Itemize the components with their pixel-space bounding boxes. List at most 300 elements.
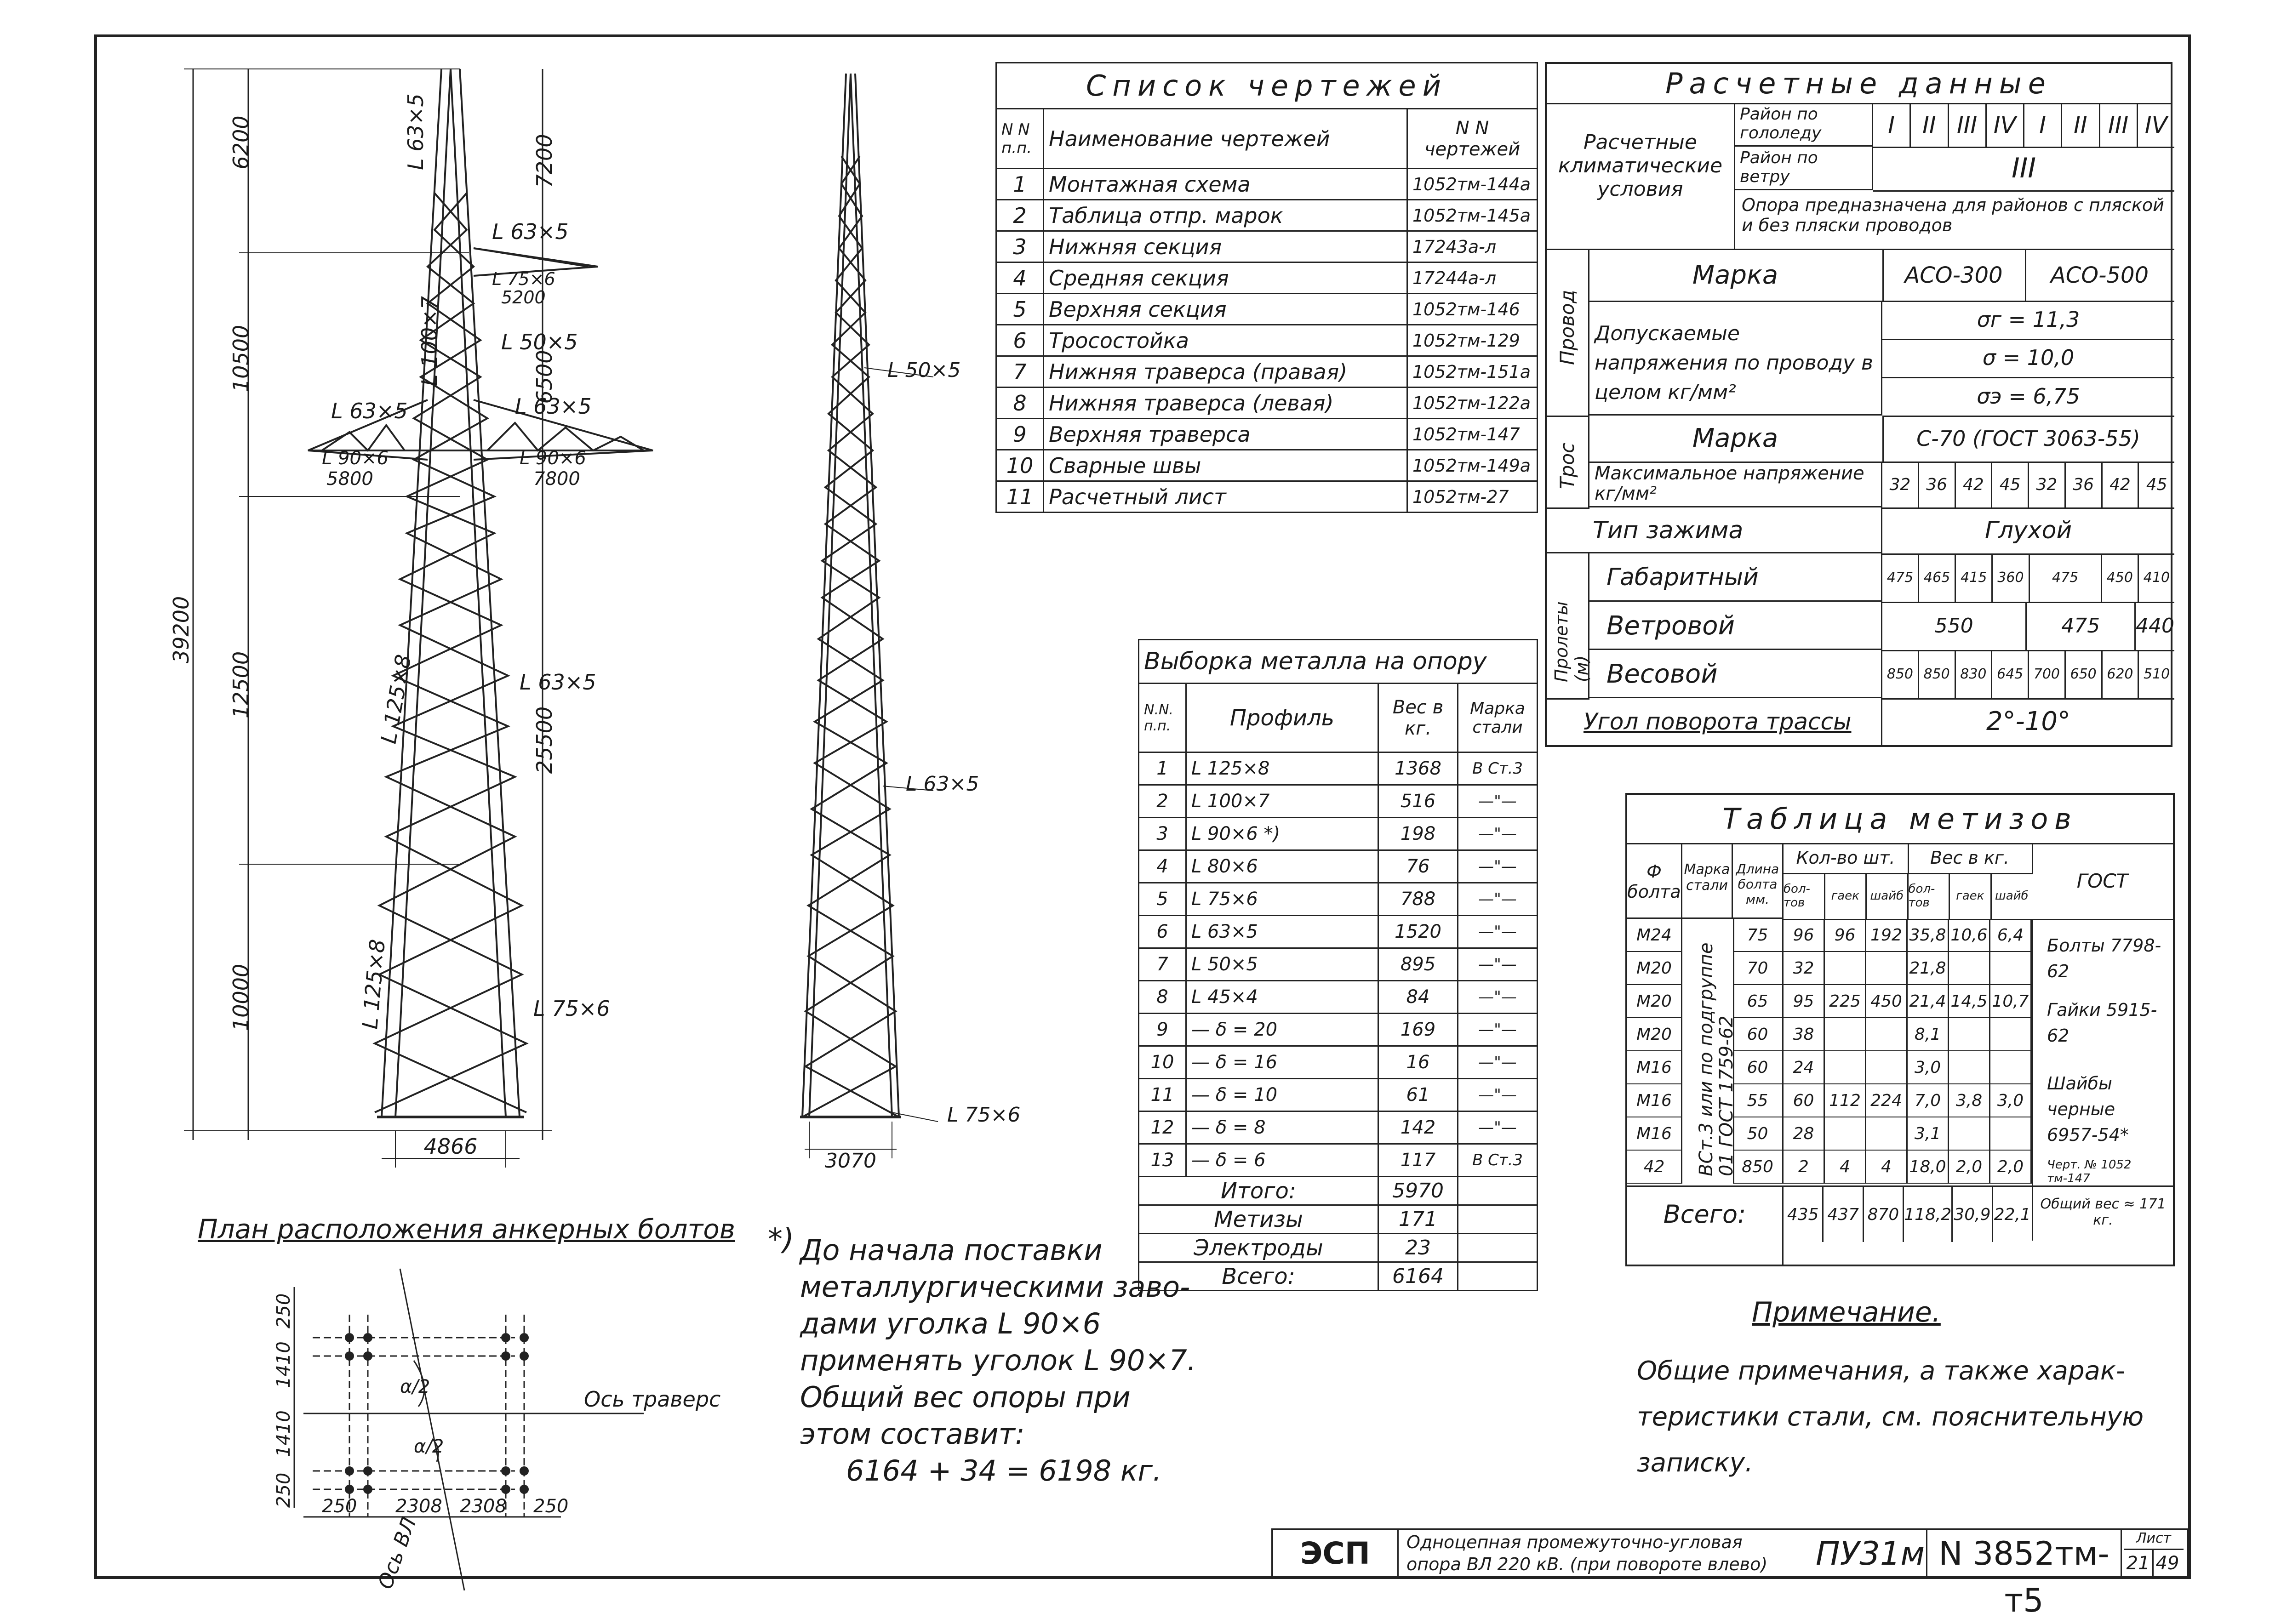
- metal-row: [1139, 981, 1538, 1014]
- drawing-name: Нижняя секция: [1044, 231, 1407, 262]
- fastener-cell: 14,5: [1949, 985, 1990, 1018]
- drawings-list-table: [995, 62, 1538, 513]
- side-member-label: L 50×5: [887, 359, 961, 382]
- metal-summary-value: 5970: [1378, 1177, 1458, 1205]
- metal-row: [1139, 916, 1538, 948]
- metal-row-steel: —"—: [1458, 1046, 1538, 1079]
- ice-region-value: I: [2024, 103, 2062, 147]
- metal-summary-empty: [1458, 1205, 1538, 1234]
- drawing-name: Монтажная схема: [1044, 169, 1407, 200]
- span-weight-value: 850: [1919, 650, 1956, 698]
- metal-row-steel: —"—: [1458, 818, 1538, 850]
- member-label: L 63×5: [331, 399, 408, 423]
- metal-row-steel: —"—: [1458, 981, 1538, 1014]
- fastener-cell: [1866, 952, 1908, 985]
- ice-region-value: IV: [2144, 111, 2167, 138]
- remark-line-1: Общие примечания, а также харак-: [1637, 1356, 2125, 1386]
- drawing-row: [996, 419, 1538, 450]
- drawing-no: 10: [996, 450, 1044, 481]
- fastener-cell: [1825, 1018, 1866, 1051]
- metal-summary-row: [1139, 1177, 1538, 1205]
- dim-6200: 6200: [229, 115, 253, 170]
- fastener-cell: 75: [1733, 919, 1784, 952]
- span-weight-value: 645: [1992, 650, 2029, 698]
- fastener-cell: 6,4: [1990, 919, 2032, 952]
- clamp-type-value: Глухой: [1882, 507, 2174, 555]
- drawing-name: Нижняя траверса (правая): [1044, 356, 1407, 387]
- footnote-line: 6164 + 34 = 6198 кг.: [846, 1454, 1162, 1487]
- fastener-cell: 2,0: [1949, 1151, 1990, 1184]
- fastener-cell: 21,4: [1908, 985, 1949, 1018]
- stamp-description-2: опора ВЛ 220 кВ. (при повороте влево): [1406, 1554, 1768, 1574]
- fasteners-total-value: 437: [1824, 1187, 1864, 1242]
- footnote-line: этом составит:: [800, 1417, 1025, 1451]
- fasteners-total-note: Общий вес ≈ 171 кг.: [2032, 1185, 2173, 1241]
- metal-row-profile: L 80×6: [1186, 850, 1378, 883]
- fastener-cell: 10,7: [1990, 985, 2032, 1018]
- metal-row-profile: L 63×5: [1186, 916, 1378, 948]
- fastener-cell: 850: [1733, 1151, 1784, 1184]
- drawing-number: 1052тм-147: [1407, 419, 1538, 450]
- span-gabarit-value: 475: [1882, 553, 1919, 602]
- fastener-cell: [1990, 1117, 2032, 1151]
- metal-row-steel: —"—: [1458, 850, 1538, 883]
- metal-row-weight: 788: [1378, 883, 1458, 916]
- drawing-row: [996, 356, 1538, 387]
- metal-row: [1139, 1144, 1538, 1177]
- metal-row-weight: 1520: [1378, 916, 1458, 948]
- metal-selection-table: [1138, 639, 1538, 1291]
- metal-row-no: 7: [1139, 948, 1186, 981]
- fasteners-title: Таблица метизов: [1627, 795, 2173, 844]
- drawing-row: [996, 200, 1538, 231]
- metal-row-no: 4: [1139, 850, 1186, 883]
- fastener-cell: [1990, 952, 2032, 985]
- traverse-axis-label: Ось траверс: [584, 1387, 721, 1412]
- fasteners-steel-note: ВСт.3 или по подгруппе 01 ГОСТ 1759-62: [1696, 942, 1737, 1176]
- metal-row-steel: —"—: [1458, 948, 1538, 981]
- drawing-row: [996, 262, 1538, 294]
- metal-row-steel: —"—: [1458, 916, 1538, 948]
- metal-row: [1139, 818, 1538, 850]
- fastener-row: [1627, 1084, 2032, 1117]
- fastener-cell: 50: [1733, 1117, 1784, 1151]
- climate-label: Расчетные климатические условия: [1547, 103, 1735, 250]
- cable-group-label: Трос: [1556, 442, 1578, 489]
- metal-header-profile: Профиль: [1186, 684, 1378, 752]
- fastener-cell: [1949, 1117, 1990, 1151]
- fastener-cell: 60: [1733, 1051, 1784, 1084]
- fastener-cell: 60: [1733, 1018, 1784, 1051]
- stamp-org: ЭСП: [1273, 1530, 1399, 1577]
- spans-group-cell: [1547, 553, 1592, 700]
- metal-row-profile: — δ = 10: [1186, 1079, 1378, 1111]
- fastener-cell: 4: [1866, 1151, 1908, 1184]
- metal-row: [1139, 1111, 1538, 1144]
- footnote-mark: *): [768, 1223, 794, 1257]
- fastener-cell: [1866, 1117, 1908, 1151]
- span-gabarit-value: 410: [2143, 570, 2170, 586]
- span-wind-label: Ветровой: [1588, 602, 1882, 650]
- fasteners-subheader: бол-тов: [1784, 873, 1825, 919]
- fastener-cell: М20: [1627, 985, 1682, 1018]
- fastener-row: [1627, 952, 2032, 985]
- drawing-row: [996, 169, 1538, 200]
- ice-region-value: IV: [1987, 103, 2024, 147]
- metal-row: [1139, 948, 1538, 981]
- fasteners-gost-note: Черт. № 1052 тм-147: [2047, 1158, 2132, 1185]
- fastener-cell: 96: [1784, 919, 1825, 952]
- metal-row-steel: —"—: [1458, 1111, 1538, 1144]
- metal-row-no: 5: [1139, 883, 1186, 916]
- fastener-cell: [1866, 1018, 1908, 1051]
- metal-row-weight: 198: [1378, 818, 1458, 850]
- span-gabarit-label: Габаритный: [1588, 553, 1882, 602]
- dim-25500: 25500: [532, 706, 557, 774]
- dim-12500: 12500: [229, 651, 253, 719]
- anchor-plan-title: План расположения анкерных болтов: [198, 1214, 735, 1245]
- wire-group-label: Провод: [1556, 290, 1578, 365]
- drawing-row: [996, 481, 1538, 513]
- dim-h: 250: [533, 1496, 569, 1517]
- drawing-no: 8: [996, 387, 1044, 419]
- span-weight-value: 700: [2029, 650, 2066, 698]
- fastener-cell: 112: [1825, 1084, 1866, 1117]
- metal-row-no: 10: [1139, 1046, 1186, 1079]
- fastener-cell: М16: [1627, 1117, 1682, 1151]
- fastener-cell: [1990, 1051, 2032, 1084]
- fastener-cell: 450: [1866, 985, 1908, 1018]
- dim-7200: 7200: [532, 134, 557, 188]
- drawing-no: 11: [996, 481, 1044, 513]
- wind-region-label: Район по ветру: [1735, 147, 1873, 190]
- drawing-name: Тросостойка: [1044, 325, 1407, 356]
- wind-region-value: III: [1873, 147, 2174, 192]
- drawing-number: 17244а-л: [1407, 262, 1538, 294]
- fasteners-subheader: шайб: [1867, 873, 1909, 919]
- member-label: 7800: [533, 468, 580, 490]
- metal-row: [1139, 1079, 1538, 1111]
- fastener-cell: 32: [1784, 952, 1825, 985]
- fastener-row: [1627, 1117, 2032, 1151]
- footnote-text: [800, 1232, 1205, 1489]
- fastener-cell: 3,0: [1908, 1051, 1949, 1084]
- metal-row-no: 6: [1139, 916, 1186, 948]
- cable-mark-label: Марка: [1588, 416, 1884, 463]
- fasteners-h-steel: Марка стали: [1682, 843, 1733, 919]
- metal-summary-empty: [1458, 1234, 1538, 1262]
- ice-region-value: III: [2100, 103, 2138, 147]
- fastener-cell: [1990, 1018, 2032, 1051]
- metal-header-steel: Марка стали: [1458, 684, 1538, 752]
- remark-line-3: записку.: [1637, 1448, 1753, 1478]
- metal-row-weight: 84: [1378, 981, 1458, 1014]
- metal-row: [1139, 1046, 1538, 1079]
- drawing-number: 1052тм-149а: [1407, 450, 1538, 481]
- fastener-cell: [1866, 1051, 1908, 1084]
- metal-summary-value: 6164: [1378, 1262, 1458, 1291]
- remark-title: Примечание.: [1752, 1296, 1941, 1328]
- metal-row-weight: 142: [1378, 1111, 1458, 1144]
- fastener-cell: М20: [1627, 1018, 1682, 1051]
- route-angle-label: Угол поворота трассы: [1547, 698, 1882, 745]
- cable-stress-value: 45: [1992, 462, 2029, 507]
- cable-stress-label: Максимальное напряжение кг/мм²: [1588, 462, 1882, 507]
- ice-region-value: I: [1873, 103, 1911, 147]
- fastener-cell: 10,6: [1949, 919, 1990, 952]
- fasteners-table: [1625, 793, 2175, 1266]
- dim-39200: 39200: [169, 596, 194, 664]
- member-label: L 75×6: [492, 269, 555, 289]
- metal-row-profile: — δ = 6: [1186, 1144, 1378, 1177]
- wire-group-cell: [1547, 250, 1589, 417]
- drawing-row: [996, 387, 1538, 419]
- metal-row-weight: 169: [1378, 1014, 1458, 1046]
- metal-row-steel: В Ст.3: [1458, 1144, 1538, 1177]
- metal-title: Выборка металла на опору: [1139, 640, 1538, 684]
- fastener-cell: 192: [1866, 919, 1908, 952]
- metal-row-weight: 76: [1378, 850, 1458, 883]
- drawing-no: 6: [996, 325, 1044, 356]
- drawing-number: 17243а-л: [1407, 231, 1538, 262]
- fastener-cell: 21,8: [1908, 952, 1949, 985]
- span-gabarit-value: 465: [1919, 553, 1956, 602]
- fasteners-subheader: шайб: [1995, 889, 2029, 903]
- metal-summary-label: Метизы: [1139, 1205, 1378, 1234]
- footnote-line: дами уголка L 90×6: [800, 1307, 1101, 1340]
- fastener-row: [1627, 1051, 2032, 1084]
- cable-stress-value: 36: [2066, 462, 2103, 507]
- span-weight-value: 650: [2066, 650, 2103, 698]
- drawing-name: Средняя секция: [1044, 262, 1407, 294]
- drawing-no: 9: [996, 419, 1044, 450]
- drawing-name: Расчетный лист: [1044, 481, 1407, 513]
- member-label: L 100×7: [417, 296, 442, 386]
- footnote-line: применять уголок L 90×7.: [800, 1344, 1196, 1377]
- cable-stress-value: 42: [1956, 462, 1993, 507]
- metal-row-steel: В Ст.3: [1458, 752, 1538, 785]
- ice-region-value: III: [1949, 103, 1987, 147]
- dim-h: 250: [322, 1496, 357, 1517]
- fastener-cell: 60: [1784, 1084, 1825, 1117]
- fastener-cell: 95: [1784, 985, 1825, 1018]
- fastener-cell: 38: [1784, 1018, 1825, 1051]
- fasteners-subheader: гаек: [1950, 873, 1992, 919]
- member-label: L 90×6: [520, 448, 586, 469]
- metal-row: [1139, 883, 1538, 916]
- dim-base-width: 4866: [423, 1134, 478, 1159]
- fastener-cell: 70: [1733, 952, 1784, 985]
- dim-6500: 6500: [532, 350, 557, 404]
- metal-summary-value: 171: [1378, 1205, 1458, 1234]
- drawing-number: 1052тм-129: [1407, 325, 1538, 356]
- span-weight-value: 850: [1882, 650, 1919, 698]
- metal-row-no: 11: [1139, 1079, 1186, 1111]
- fasteners-total-value: 30,9: [1953, 1187, 1993, 1242]
- metal-row-profile: L 90×6 *): [1186, 818, 1378, 850]
- drawing-name: Нижняя траверса (левая): [1044, 387, 1407, 419]
- metal-summary-label: Электроды: [1139, 1234, 1378, 1262]
- angle-label: α/2: [414, 1436, 444, 1457]
- drawing-row: [996, 450, 1538, 481]
- fastener-cell: М16: [1627, 1051, 1682, 1084]
- member-label: L 63×5: [492, 219, 569, 244]
- stamp-sheet-label: Лист: [2124, 1530, 2184, 1550]
- fasteners-total-value: 118,2: [1904, 1187, 1953, 1242]
- member-label: L 63×5: [520, 670, 596, 695]
- metal-row-profile: — δ = 20: [1186, 1014, 1378, 1046]
- cable-stress-value: 45: [2146, 475, 2167, 494]
- metal-row-no: 2: [1139, 785, 1186, 818]
- drawing-number: 1052тм-144а: [1407, 169, 1538, 200]
- drawing-no: 4: [996, 262, 1044, 294]
- fastener-cell: 28: [1784, 1117, 1825, 1151]
- span-weight-value: 620: [2103, 650, 2139, 698]
- stamp-sheet-no: 21: [2124, 1550, 2154, 1577]
- wire-stress-1: σг = 11,3: [1882, 301, 2174, 340]
- remark-line-2: теристики стали, см. пояснительную: [1637, 1402, 2144, 1432]
- metal-summary-label: Всего:: [1139, 1262, 1378, 1291]
- drawing-number: 1052тм-151а: [1407, 356, 1538, 387]
- span-wind-values: [1882, 602, 2174, 651]
- metal-row-profile: — δ = 8: [1186, 1111, 1378, 1144]
- fastener-cell: М20: [1627, 952, 1682, 985]
- drawing-no: 3: [996, 231, 1044, 262]
- span-weight-value: 830: [1956, 650, 1993, 698]
- drawings-list-title: Список чертежей: [996, 63, 1538, 109]
- fastener-cell: М24: [1627, 919, 1682, 952]
- cable-stress-values: [1882, 462, 2174, 509]
- drawing-no: 7: [996, 356, 1044, 387]
- fasteners-totals: [1784, 1185, 2032, 1242]
- fasteners-gost-note: Шайбы черные 6957-54*: [2047, 1073, 2129, 1145]
- span-weight-label: Весовой: [1588, 650, 1882, 698]
- wire-mark-1: АСО-300: [1882, 250, 2026, 302]
- drawing-name: Таблица отпр. марок: [1044, 200, 1407, 231]
- footnote-line: До начала поставки: [800, 1233, 1103, 1267]
- fastener-cell: 4: [1825, 1151, 1866, 1184]
- fastener-cell: 8,1: [1908, 1018, 1949, 1051]
- fastener-cell: [1949, 1018, 1990, 1051]
- wire-stress-2: σ = 10,0: [1882, 339, 2174, 378]
- metal-summary-label: Итого:: [1139, 1177, 1378, 1205]
- route-angle-value: 2°-10°: [1986, 707, 2071, 736]
- drawing-row: [996, 294, 1538, 325]
- span-gabarit-value: 360: [1993, 553, 2029, 602]
- span-wind-value: 440: [2136, 614, 2174, 638]
- span-gabarit-value: 450: [2102, 553, 2139, 602]
- fastener-cell: 2: [1784, 1151, 1825, 1184]
- fasteners-h-weight: Вес в кг.: [1908, 843, 2033, 874]
- dim-10000: 10000: [229, 963, 253, 1031]
- metal-row-weight: 16: [1378, 1046, 1458, 1079]
- drawing-number: 1052тм-146: [1407, 294, 1538, 325]
- metal-row: [1139, 850, 1538, 883]
- drawing-row: [996, 231, 1538, 262]
- side-base-width: 3070: [825, 1149, 876, 1173]
- fastener-cell: 96: [1825, 919, 1866, 952]
- member-label: L 125×8: [357, 938, 390, 1030]
- metal-header-weight: Вес в кг.: [1378, 684, 1458, 752]
- member-label: 5200: [501, 287, 546, 308]
- metal-row: [1139, 752, 1538, 785]
- member-label: L 63×5: [515, 394, 592, 419]
- metal-summary-row: [1139, 1205, 1538, 1234]
- wire-mark-label: Марка: [1588, 250, 1884, 302]
- cable-group-cell: [1547, 416, 1589, 509]
- metal-row-no: 13: [1139, 1144, 1186, 1177]
- metal-row-profile: L 75×6: [1186, 883, 1378, 916]
- metal-row-weight: 516: [1378, 785, 1458, 818]
- design-data-table: [1545, 62, 2172, 747]
- fastener-cell: 3,0: [1990, 1084, 2032, 1117]
- cable-stress-value: 42: [2103, 462, 2139, 507]
- drawing-no: 2: [996, 200, 1044, 231]
- fasteners-h-gost: ГОСТ: [2032, 843, 2173, 920]
- dim-h: 2308: [460, 1496, 507, 1517]
- stamp-drawing-no: N 3852тм-т5: [1926, 1530, 2122, 1577]
- metal-row-profile: L 125×8: [1186, 752, 1378, 785]
- title-stamp: [1271, 1528, 2189, 1619]
- span-gabarit-value: 415: [1956, 553, 1993, 602]
- fastener-cell: 55: [1733, 1084, 1784, 1117]
- ice-region-value: II: [1911, 103, 1949, 147]
- footnote-line: металлургическими заво-: [800, 1270, 1190, 1304]
- metal-row-steel: —"—: [1458, 1079, 1538, 1111]
- drawing-number: 1052тм-122а: [1407, 387, 1538, 419]
- clamp-type-label: Тип зажима: [1547, 507, 1882, 553]
- cable-stress-value: 36: [1919, 462, 1956, 507]
- fasteners-subheader: бол-тов: [1909, 873, 1950, 919]
- wire-stress-3: σэ = 6,75: [1882, 377, 2174, 417]
- metal-row-steel: —"—: [1458, 785, 1538, 818]
- drawing-no: 1: [996, 169, 1044, 200]
- stamp-description-1: Одноцепная промежуточно-угловая: [1406, 1532, 1743, 1552]
- fasteners-h-length: Длина болта мм.: [1733, 843, 1784, 919]
- metal-row-no: 12: [1139, 1111, 1186, 1144]
- fastener-cell: [1825, 1117, 1866, 1151]
- metal-row-profile: L 100×7: [1186, 785, 1378, 818]
- span-wind-value: 550: [1882, 602, 2027, 650]
- metal-summary-empty: [1458, 1177, 1538, 1205]
- fasteners-gost-note: Болты 7798-62: [2047, 935, 2161, 981]
- drawing-number: 1052тм-145а: [1407, 200, 1538, 231]
- fastener-cell: 24: [1784, 1051, 1825, 1084]
- fastener-cell: 3,1: [1908, 1117, 1949, 1151]
- drawing-no: 5: [996, 294, 1044, 325]
- fastener-cell: 65: [1733, 985, 1784, 1018]
- wire-stress-label: Допускаемые напряжения по проводу в целом кг/мм²: [1588, 301, 1882, 416]
- fasteners-gost-notes: [2032, 919, 2174, 1185]
- cable-mark: С-70 (ГОСТ 3063-55): [1882, 416, 2174, 463]
- fastener-row: [1627, 1151, 2032, 1184]
- metal-row-profile: L 50×5: [1186, 948, 1378, 981]
- fasteners-total-value: 870: [1864, 1187, 1904, 1242]
- metal-row-weight: 895: [1378, 948, 1458, 981]
- side-member-label: L 75×6: [947, 1103, 1021, 1127]
- metal-row-no: 3: [1139, 818, 1186, 850]
- member-label: L 75×6: [533, 996, 610, 1021]
- fastener-cell: 18,0: [1908, 1151, 1949, 1184]
- drawing-name: Сварные швы: [1044, 450, 1407, 481]
- member-label: L 90×6: [322, 448, 389, 469]
- fastener-cell: [1949, 952, 1990, 985]
- metal-row-steel: —"—: [1458, 883, 1538, 916]
- metal-row-profile: — δ = 16: [1186, 1046, 1378, 1079]
- col-header-number: N N чертежей: [1407, 109, 1538, 169]
- metal-row-weight: 1368: [1378, 752, 1458, 785]
- cable-stress-value: 32: [2029, 462, 2066, 507]
